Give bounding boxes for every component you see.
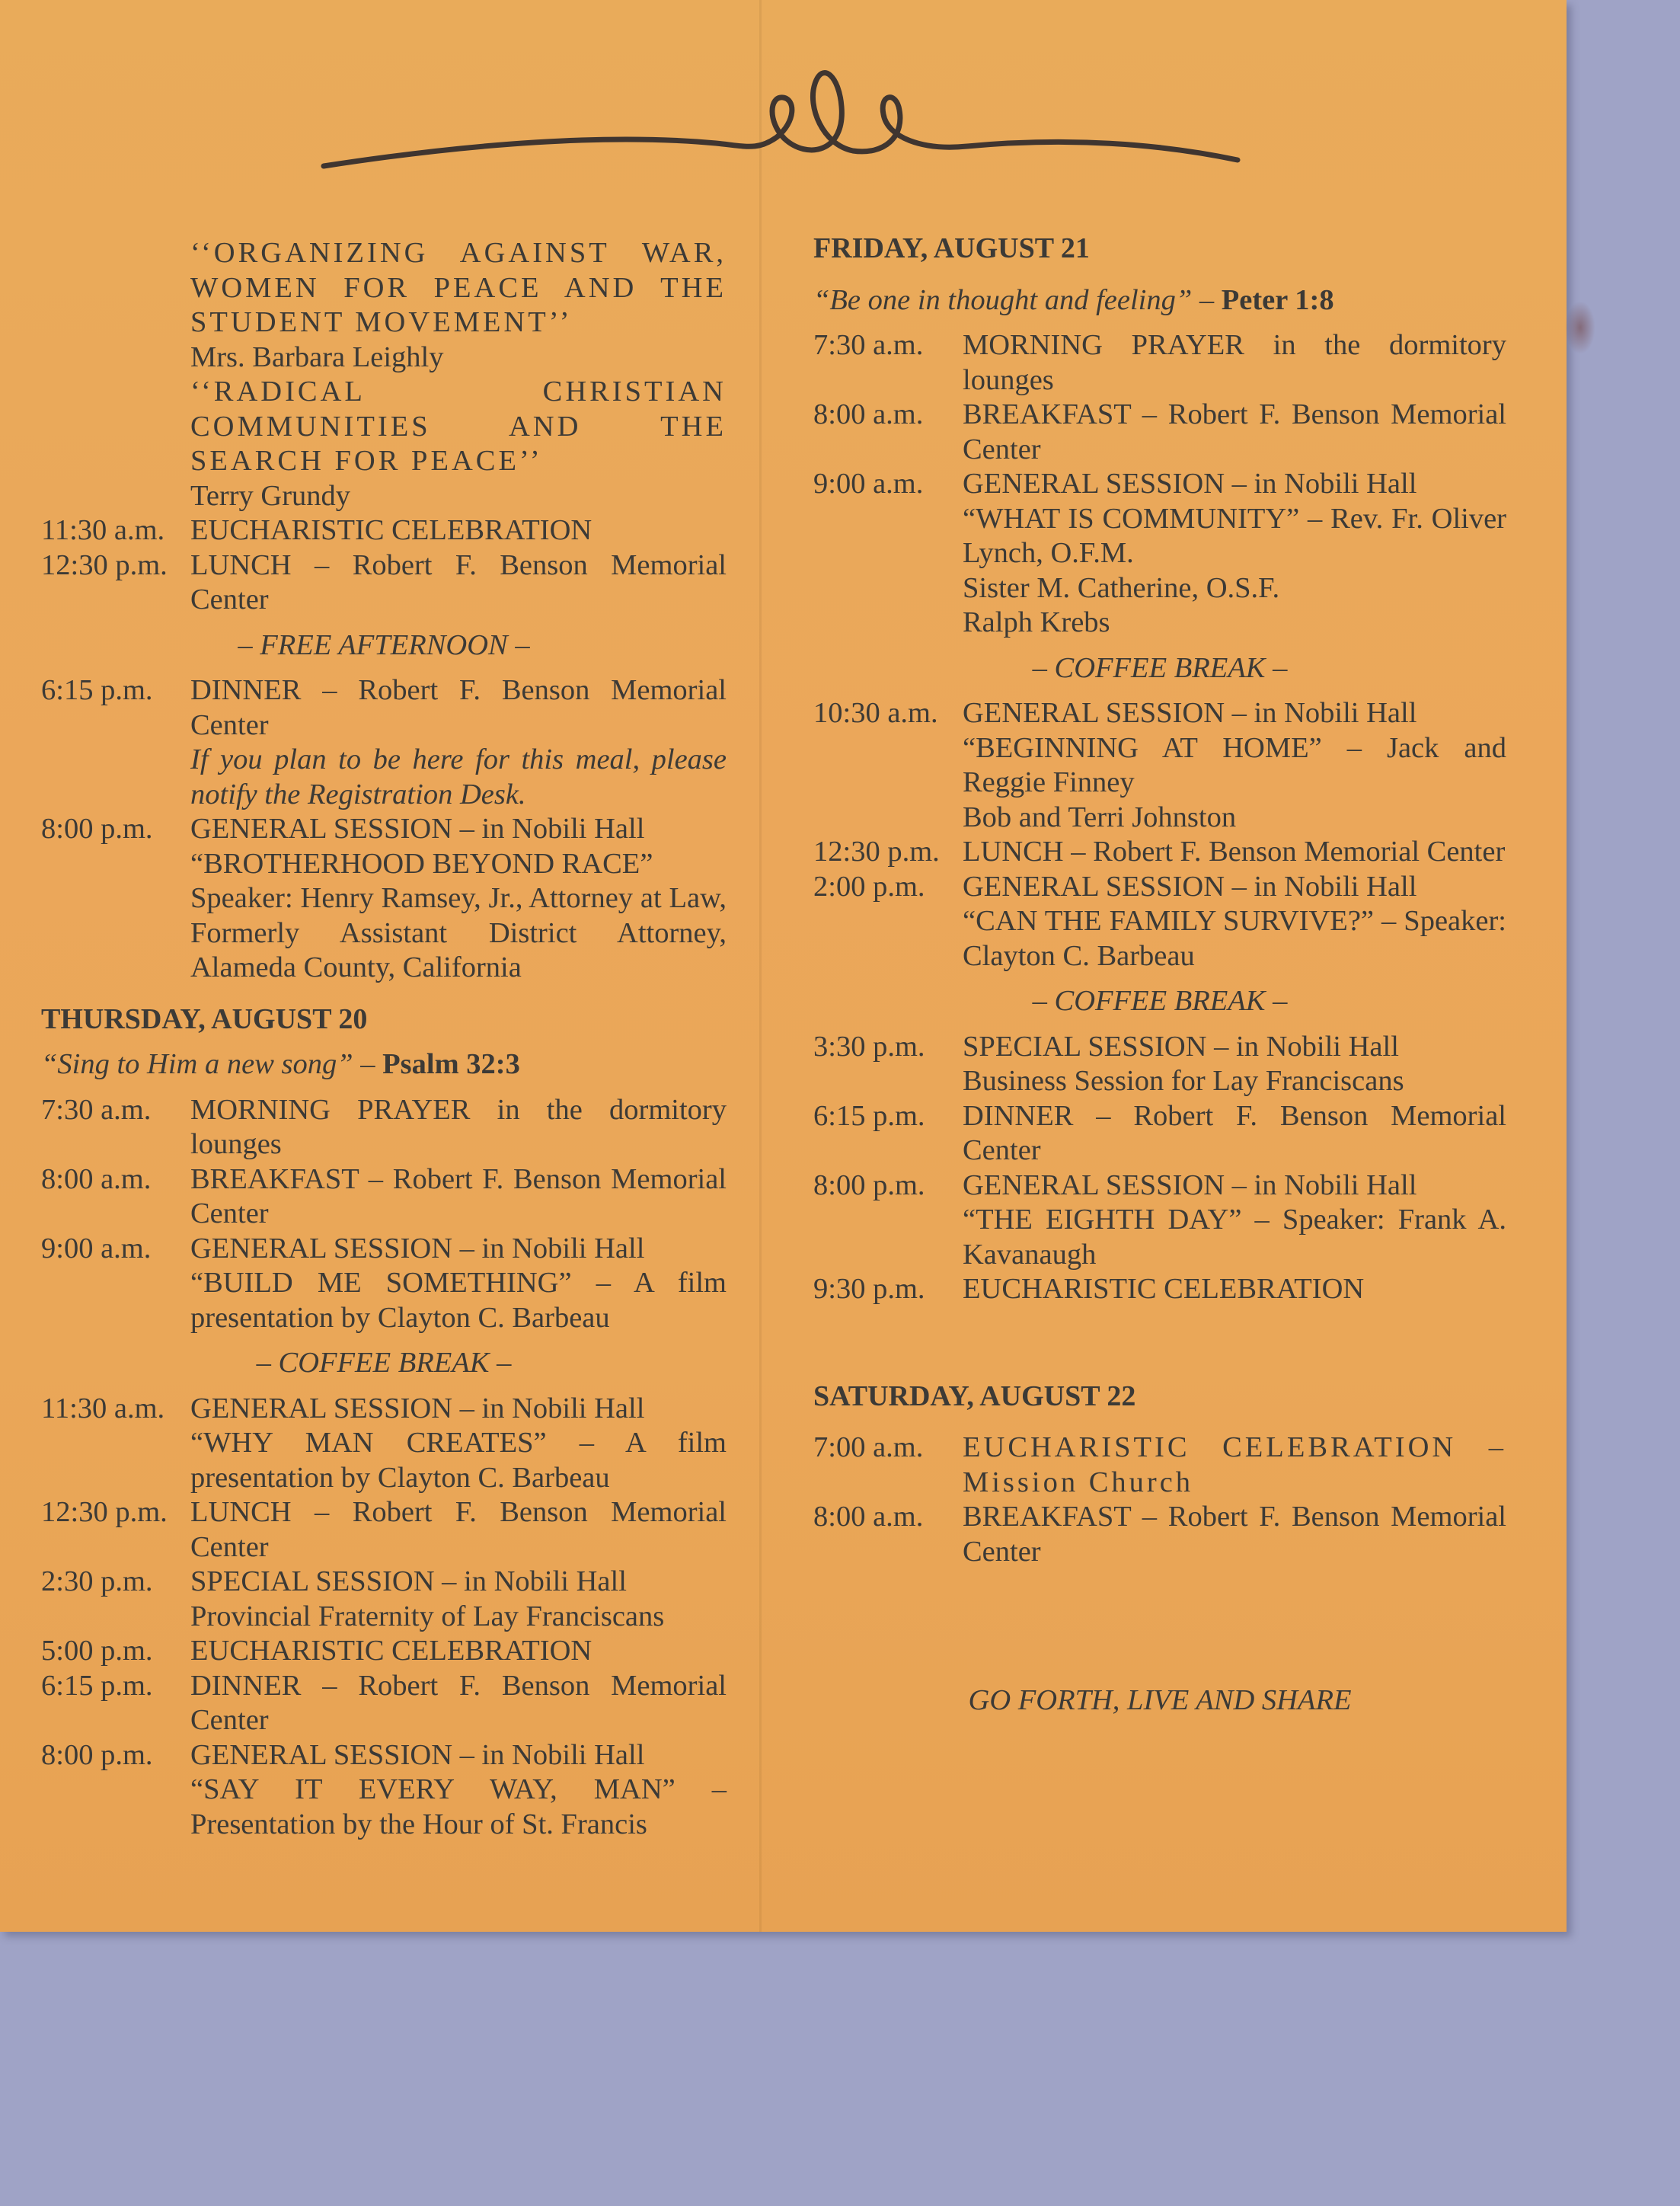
entry-text: MORNING PRAYER in the dormitory lounges	[963, 329, 1506, 396]
ink-stain	[1565, 301, 1595, 354]
schedule-entry	[813, 1431, 1506, 1500]
speaker-name: Speaker: Henry Ramsey, Jr., Attorney at Law, Formerly Assistant District Attorney, Alameda County, California	[190, 882, 727, 983]
entry-time: 6:15 p.m.	[813, 1099, 925, 1132]
schedule-entry	[813, 1500, 1506, 1569]
entry-time: 7:00 a.m.	[813, 1431, 924, 1463]
speaker-name: Terry Grundy	[190, 479, 351, 512]
entry-time: 10:30 a.m.	[813, 697, 938, 729]
session-detail: “BUILD ME SOMETHING” – A film presentation by Clayton C. Barbeau	[190, 1267, 727, 1334]
schedule-entry	[813, 1030, 1506, 1065]
entry-time: 11:30 a.m.	[41, 514, 165, 546]
entry-text: EUCHARISTIC CELEBRATION	[963, 1273, 1365, 1305]
closing-motto: GO FORTH, LIVE AND SHARE	[968, 1684, 1352, 1716]
entry-time: 9:00 a.m.	[813, 468, 924, 500]
session-detail: Provincial Fraternity of Lay Franciscans	[190, 1600, 665, 1632]
entry-time: 8:00 p.m.	[813, 1169, 925, 1201]
schedule-entry	[41, 1565, 727, 1600]
entry-time: 9:00 a.m.	[41, 1232, 152, 1264]
entry-time: 2:00 p.m.	[813, 870, 925, 903]
entry-text: EUCHARISTIC CELEBRATION – Mission Church	[963, 1431, 1506, 1498]
schedule-entry	[41, 1495, 727, 1565]
speaker-name: Mrs. Barbara Leighly	[190, 340, 444, 373]
entry-text: GENERAL SESSION – in Nobili Hall	[963, 870, 1417, 903]
entry-time: 12:30 p.m.	[813, 836, 940, 868]
verse-reference: Peter 1:8	[1221, 283, 1334, 316]
session-detail: “SAY IT EVERY WAY, MAN” – Presentation by the Hour of St. Francis	[190, 1773, 727, 1840]
entry-time: 8:00 p.m.	[41, 813, 153, 845]
entry-text: BREAKFAST – Robert F. Benson Memorial Center	[190, 1162, 727, 1229]
entry-time: 7:30 a.m.	[813, 329, 924, 361]
schedule-entry	[813, 835, 1506, 870]
entry-text: GENERAL SESSION – in Nobili Hall	[963, 697, 1417, 729]
entry-time: 8:00 a.m.	[41, 1162, 152, 1195]
speaker-name: Sister M. Catherine, O.S.F.	[963, 571, 1280, 604]
entry-text: GENERAL SESSION – in Nobili Hall	[190, 1232, 645, 1264]
session-detail: “CAN THE FAMILY SURVIVE?” – Speaker: Clayton C. Barbeau	[963, 905, 1506, 972]
session-detail: Business Session for Lay Franciscans	[963, 1065, 1404, 1097]
coffee-break: – COFFEE BREAK –	[1032, 985, 1288, 1017]
coffee-break: – COFFEE BREAK –	[256, 1347, 512, 1379]
schedule-entry	[813, 398, 1506, 467]
entry-text: GENERAL SESSION – in Nobili Hall	[963, 468, 1417, 500]
entry-text: DINNER – Robert F. Benson Memorial Center	[190, 674, 727, 741]
day-heading: THURSDAY, AUGUST 20	[41, 1002, 368, 1035]
entry-time: 8:00 p.m.	[41, 1738, 153, 1771]
schedule-entry	[41, 1738, 727, 1773]
session-title: “BROTHERHOOD BEYOND RACE”	[190, 847, 653, 880]
schedule-entry	[41, 513, 727, 548]
flourish-ornament	[320, 53, 1241, 175]
entry-time: 11:30 a.m.	[41, 1392, 165, 1424]
day-heading: SATURDAY, AUGUST 22	[813, 1380, 1136, 1412]
entry-time: 6:15 p.m.	[41, 674, 153, 706]
schedule-entry	[813, 696, 1506, 731]
entry-text: DINNER – Robert F. Benson Memorial Center	[190, 1669, 727, 1736]
entry-text: SPECIAL SESSION – in Nobili Hall	[190, 1565, 627, 1597]
schedule-entry	[813, 467, 1506, 502]
schedule-entry	[813, 870, 1506, 905]
schedule-entry	[813, 1272, 1506, 1307]
session-detail: “WHY MAN CREATES” – A film presentation by Clayton C. Barbeau	[190, 1427, 727, 1494]
center-fold	[759, 0, 762, 1932]
entry-text: GENERAL SESSION – in Nobili Hall	[190, 1392, 645, 1424]
entry-time: 8:00 a.m.	[813, 1501, 924, 1533]
right-column	[813, 232, 1506, 1718]
session-detail: “BEGINNING AT HOME” – Jack and Reggie Finney	[963, 731, 1506, 798]
session-title: ‘‘RADICAL CHRISTIAN COMMUNITIES AND THE SEARCH FOR PEACE’’	[190, 376, 727, 477]
entry-text: EUCHARISTIC CELEBRATION	[190, 514, 592, 546]
left-column	[41, 236, 727, 1842]
schedule-entry	[41, 673, 727, 743]
entry-text: SPECIAL SESSION – in Nobili Hall	[963, 1030, 1399, 1063]
entry-time: 12:30 p.m.	[41, 1496, 168, 1528]
entry-text: LUNCH – Robert F. Benson Memorial Center	[190, 548, 727, 615]
session-title: ‘‘ORGANIZING AGAINST WAR, WOMEN FOR PEACE AND THE STUDENT MOVEMENT’’	[190, 237, 727, 338]
schedule-entry	[41, 1669, 727, 1738]
entry-text: DINNER – Robert F. Benson Memorial Center	[963, 1099, 1506, 1166]
schedule-entry	[41, 1392, 727, 1427]
entry-text: BREAKFAST – Robert F. Benson Memorial Center	[963, 398, 1506, 465]
entry-text: LUNCH – Robert F. Benson Memorial Center	[963, 836, 1506, 868]
entry-time: 2:30 p.m.	[41, 1565, 153, 1597]
entry-text: LUNCH – Robert F. Benson Memorial Center	[190, 1496, 727, 1563]
entry-text: EUCHARISTIC CELEBRATION	[190, 1635, 592, 1667]
entry-text: GENERAL SESSION – in Nobili Hall	[190, 1738, 645, 1771]
speaker-name: Ralph Krebs	[963, 606, 1110, 638]
schedule-entry	[41, 812, 727, 847]
entry-text: GENERAL SESSION – in Nobili Hall	[963, 1169, 1417, 1201]
schedule-entry	[813, 1169, 1506, 1204]
day-verse: “Be one in thought and feeling” – Peter 1:8	[813, 283, 1334, 316]
session-detail: “THE EIGHTH DAY” – Speaker: Frank A. Kavanaugh	[963, 1204, 1506, 1271]
schedule-entry	[41, 1093, 727, 1162]
entry-time: 8:00 a.m.	[813, 398, 924, 430]
entry-time: 6:15 p.m.	[41, 1669, 153, 1702]
coffee-break: – COFFEE BREAK –	[1032, 651, 1288, 684]
entry-time: 7:30 a.m.	[41, 1093, 152, 1126]
day-heading: FRIDAY, AUGUST 21	[813, 232, 1090, 264]
verse-text: “Sing to Him a new song”	[41, 1048, 353, 1080]
schedule-entry	[41, 1634, 727, 1669]
day-verse: “Sing to Him a new song” – Psalm 32:3	[41, 1048, 520, 1080]
entry-text: GENERAL SESSION – in Nobili Hall	[190, 813, 645, 845]
session-detail: “WHAT IS COMMUNITY” – Rev. Fr. Oliver Lynch, O.F.M.	[963, 502, 1506, 569]
meal-note-text: If you plan to be here for this meal, please notify the Registration Desk.	[190, 743, 727, 810]
meal-note	[41, 743, 727, 812]
schedule-entry	[41, 1162, 727, 1232]
schedule-entry	[41, 1232, 727, 1267]
schedule-entry	[813, 328, 1506, 398]
entry-text: MORNING PRAYER in the dormitory lounges	[190, 1093, 727, 1160]
entry-time: 3:30 p.m.	[813, 1030, 925, 1063]
schedule-entry	[41, 548, 727, 618]
entry-time: 9:30 p.m.	[813, 1273, 925, 1305]
speaker-name: Bob and Terri Johnston	[963, 801, 1237, 833]
entry-time: 5:00 p.m.	[41, 1635, 153, 1667]
entry-text: BREAKFAST – Robert F. Benson Memorial Center	[963, 1501, 1506, 1568]
free-afternoon: – FREE AFTERNOON –	[238, 628, 530, 661]
entry-time: 12:30 p.m.	[41, 548, 168, 581]
schedule-entry	[813, 1099, 1506, 1169]
verse-reference: Psalm 32:3	[382, 1048, 520, 1080]
verse-text: “Be one in thought and feeling”	[813, 283, 1193, 316]
